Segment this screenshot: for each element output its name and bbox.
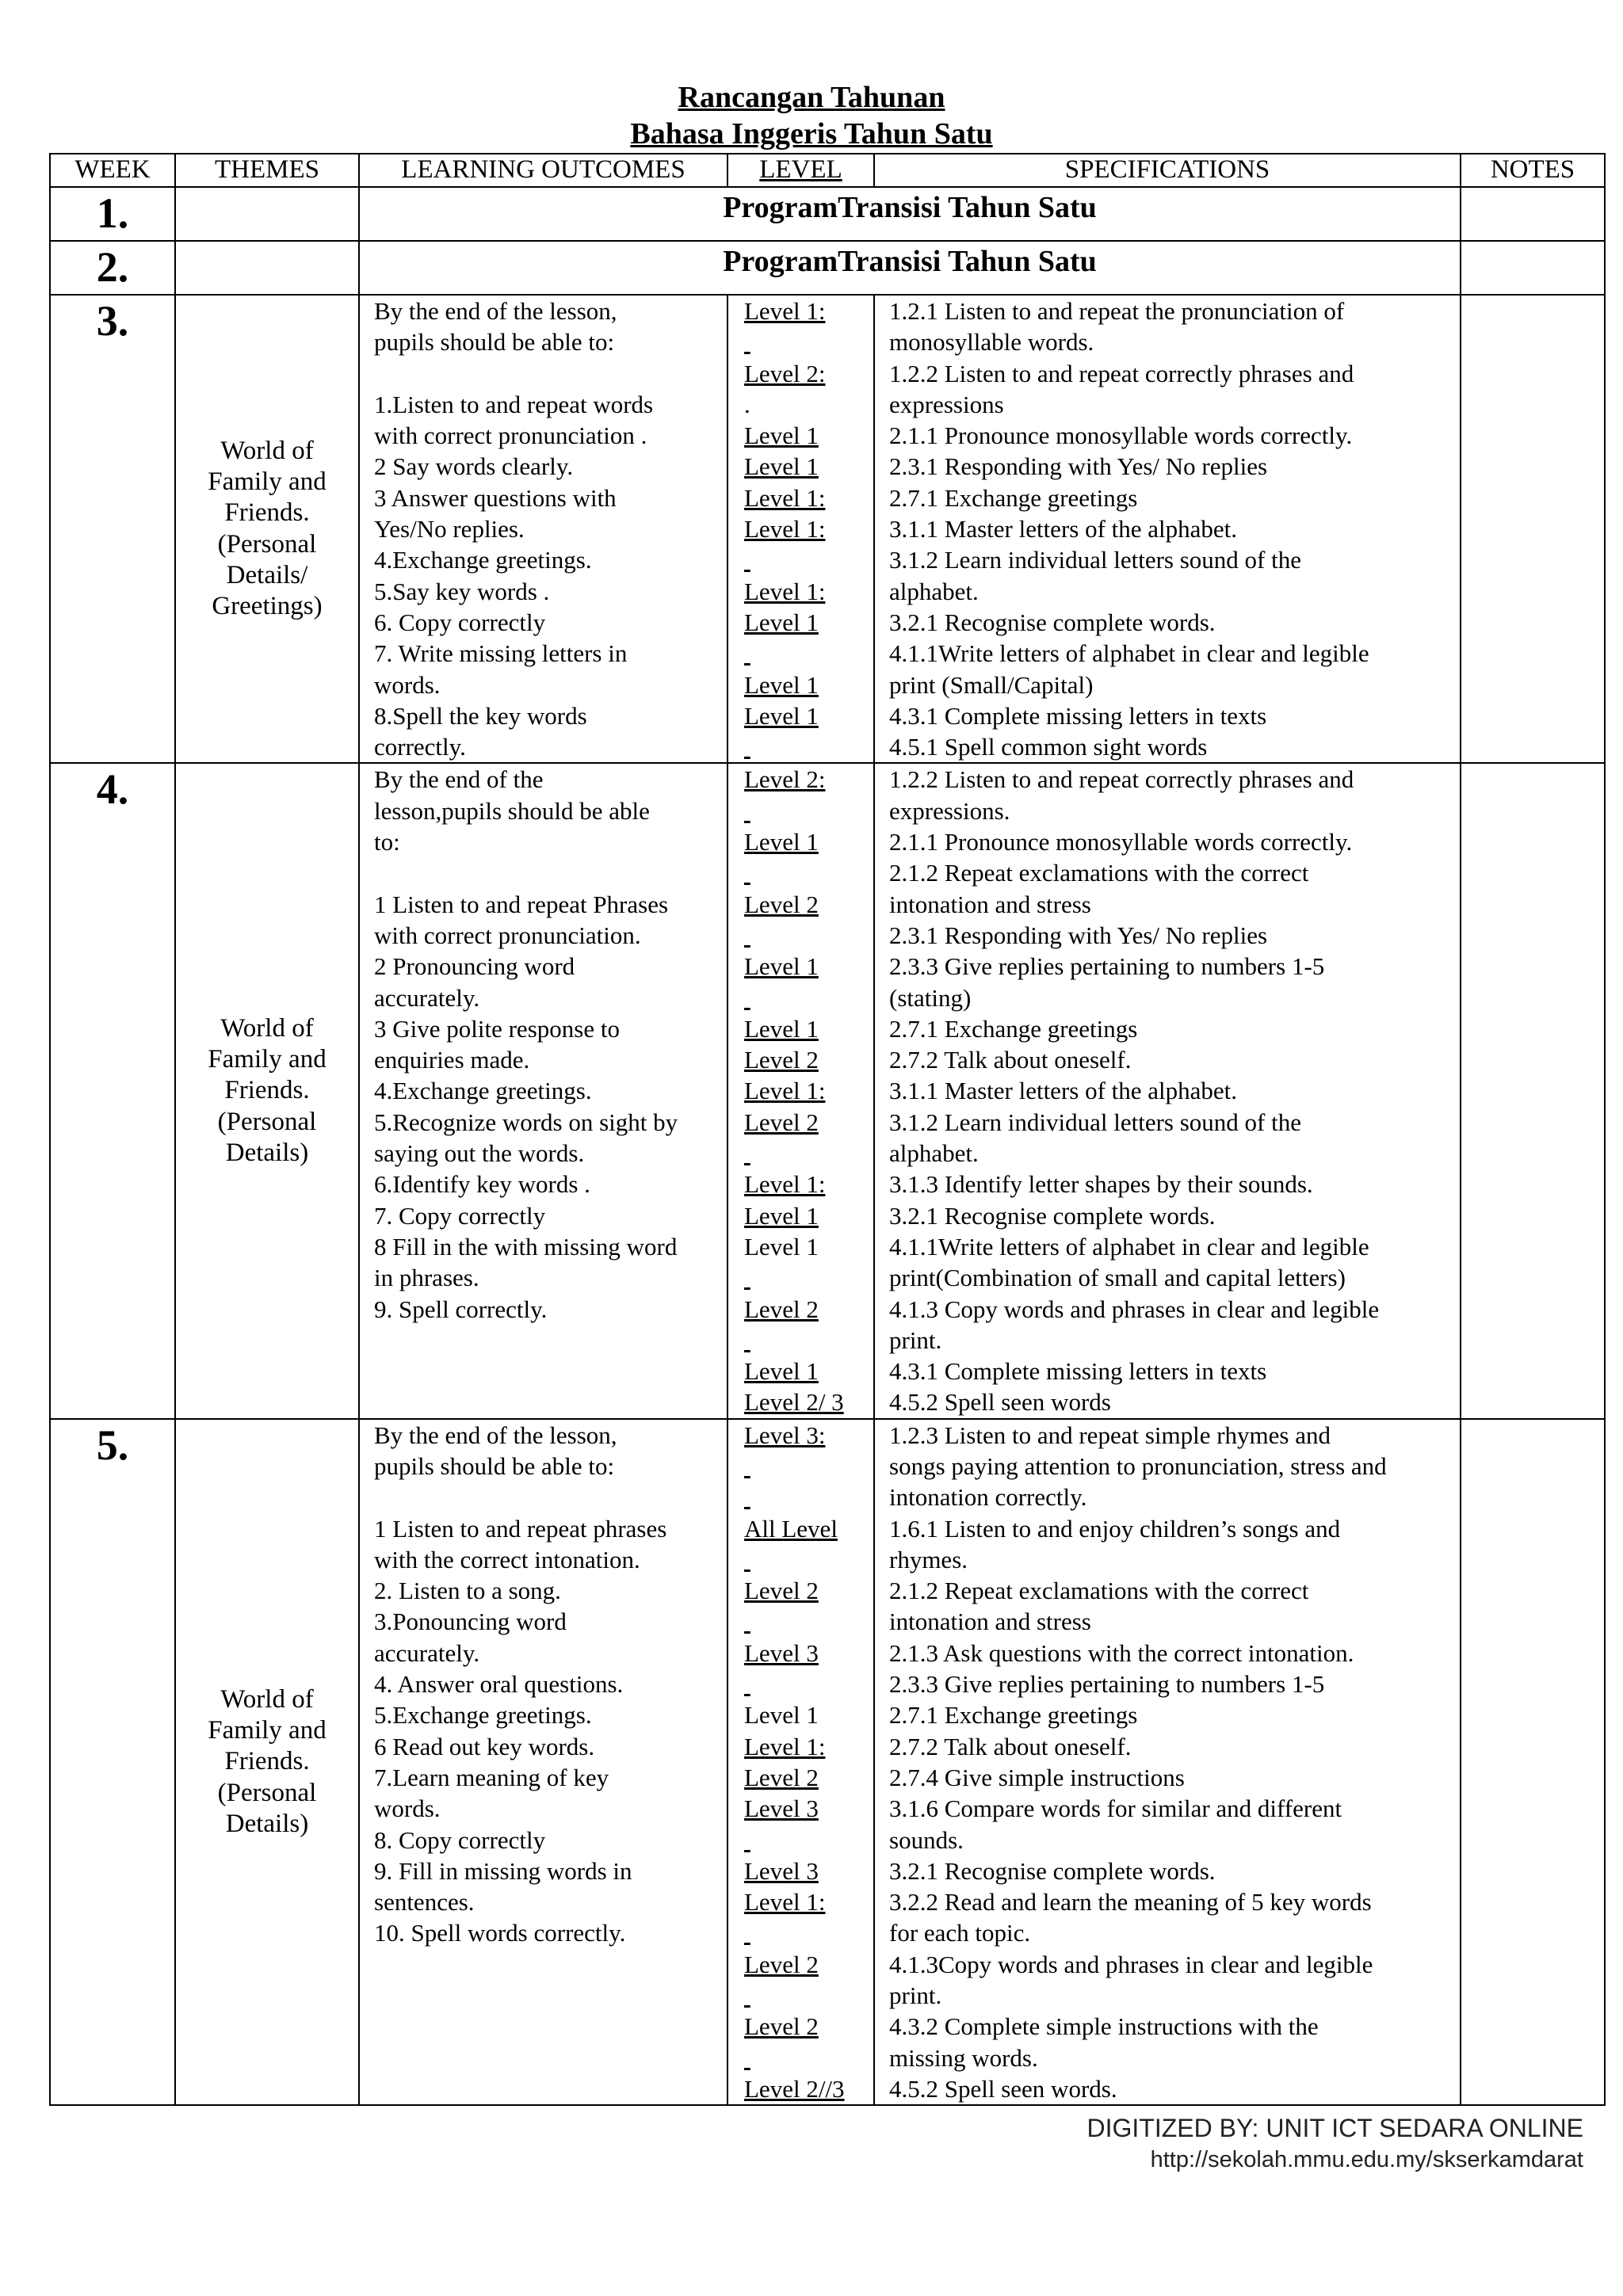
level-line: [744, 1606, 864, 1637]
level-line: Level 3:: [744, 1421, 826, 1449]
text-line: 6.Identify key words .: [374, 1170, 590, 1199]
text-line: 3.1.2 Learn individual letters sound of the: [889, 546, 1301, 574]
level-line: .: [744, 390, 750, 418]
theme-cell: [175, 763, 359, 1418]
level-line: Level 1: [744, 1701, 819, 1730]
text-line: sounds.: [889, 1825, 964, 1854]
text-line: 2 Pronouncing word: [374, 952, 575, 981]
text-line: 3.2.1 Recognise complete words.: [889, 1201, 1216, 1230]
transition-program: ProgramTransisi Tahun Satu: [359, 187, 1461, 241]
text-line: [374, 358, 717, 389]
text-line: 1.2.2 Listen to and repeat correctly phrases and: [889, 765, 1354, 794]
text-line: 4.1.1Write letters of alphabet in clear and legible: [889, 639, 1369, 668]
level-line: [744, 1544, 864, 1575]
text-line: [374, 1482, 717, 1512]
text-line: 3.2.2 Read and learn the meaning of 5 key words: [889, 1888, 1372, 1917]
header-specifications: SPECIFICATIONS: [874, 154, 1461, 187]
text-line: 4.1.3 Copy words and phrases in clear and legible: [889, 1295, 1380, 1323]
level-line: Level 1:: [744, 483, 826, 512]
text-line: sentences.: [374, 1888, 475, 1917]
text-line: words.: [374, 1794, 441, 1823]
text-line: Greetings): [212, 592, 323, 621]
text-line: (Personal: [217, 529, 317, 559]
level-line: Level 1: [744, 1357, 819, 1386]
text-line: print (Small/Capital): [889, 670, 1094, 699]
text-line: Yes/No replies.: [374, 515, 525, 543]
week-number: 4.: [50, 763, 175, 1418]
text-line: 2.7.1 Exchange greetings: [889, 1014, 1138, 1043]
text-line: enquiries made.: [374, 1046, 530, 1074]
level-line: Level 1:: [744, 297, 826, 325]
text-line: (Personal: [217, 1778, 317, 1807]
text-line: missing words.: [889, 2043, 1038, 2072]
week-2-row: [50, 241, 1605, 295]
level-line: Level 1: [744, 952, 819, 981]
text-line: 4.5.2 Spell seen words: [889, 1388, 1111, 1417]
level-cell: [727, 295, 874, 763]
text-line: 3.2.1 Recognise complete words.: [889, 608, 1216, 636]
level-line: Level 2: [744, 1763, 819, 1791]
level-line: [744, 1138, 864, 1169]
level-line: [744, 1262, 864, 1293]
week-5-row: [50, 1419, 1605, 2106]
text-line: 1.6.1 Listen to and enjoy children’s songs and: [889, 1514, 1341, 1543]
text-line: alphabet.: [889, 1139, 979, 1168]
text-line: rhymes.: [889, 1545, 968, 1573]
notes-cell: [1461, 1419, 1605, 2106]
text-line: 3.1.1 Master letters of the alphabet.: [889, 1077, 1238, 1105]
level-line: [744, 1825, 864, 1855]
text-line: 4.3.2 Complete simple instructions with the: [889, 2012, 1319, 2041]
specifications-cell: [874, 295, 1461, 763]
level-line: Level 2:: [744, 765, 826, 794]
text-line: [374, 2042, 717, 2073]
text-line: 2.7.2 Talk about oneself.: [889, 1732, 1132, 1760]
text-line: 8.Spell the key words: [374, 701, 587, 730]
theme-cell: [175, 187, 359, 241]
level-line: [744, 920, 864, 951]
text-line: pupils should be able to:: [374, 328, 615, 357]
text-line: 4.1.3Copy words and phrases in clear and legible: [889, 1950, 1373, 1978]
notes-cell: [1461, 241, 1605, 295]
level-line: Level 2: [744, 2012, 819, 2041]
text-line: 9. Fill in missing words in: [374, 1856, 632, 1885]
text-line: correctly.: [374, 733, 466, 761]
text-line: songs paying attention to pronunciation, stress and: [889, 1451, 1387, 1480]
text-line: 1 Listen to and repeat Phrases: [374, 890, 669, 918]
level-line: Level 1:: [744, 577, 826, 605]
text-line: 2.3.3 Give replies pertaining to numbers 1-5: [889, 952, 1325, 981]
text-line: 10. Spell words correctly.: [374, 1919, 626, 1947]
text-line: 4.1.1Write letters of alphabet in clear and legible: [889, 1232, 1369, 1261]
level-line: Level 1:: [744, 515, 826, 543]
level-line: Level 1: [744, 608, 819, 636]
level-line: [744, 857, 864, 888]
text-line: By the end of the lesson,: [374, 1421, 617, 1449]
text-line: 2.1.2 Repeat exclamations with the correct: [889, 859, 1309, 887]
week-3-row: [50, 295, 1605, 763]
text-line: 7.Learn meaning of key: [374, 1763, 609, 1791]
level-line: Level 2/ 3: [744, 1388, 844, 1417]
level-line: Level 1: [744, 421, 819, 450]
text-line: 5.Say key words .: [374, 577, 550, 605]
level-line: Level 1:: [744, 1888, 826, 1917]
text-line: 4.3.1 Complete missing letters in texts: [889, 701, 1267, 730]
text-line: [374, 2011, 717, 2042]
text-line: 2.3.1 Responding with Yes/ No replies: [889, 452, 1268, 481]
text-line: [374, 1386, 717, 1417]
text-line: with the correct intonation.: [374, 1545, 640, 1573]
level-line: Level 2: [744, 1046, 819, 1074]
text-line: in phrases.: [374, 1264, 479, 1292]
text-line: for each topic.: [889, 1919, 1031, 1947]
level-line: [744, 326, 864, 357]
text-line: 2 Say words clearly.: [374, 452, 574, 481]
text-line: World of: [220, 1013, 314, 1043]
level-line: Level 3: [744, 1856, 819, 1885]
level-line: Level 2: [744, 890, 819, 918]
text-line: 2.1.3 Ask questions with the correct intonation.: [889, 1638, 1354, 1667]
text-line: 4.5.1 Spell common sight words: [889, 733, 1208, 761]
text-line: 5.Exchange greetings.: [374, 1701, 592, 1730]
text-line: By the end of the: [374, 765, 544, 794]
digitized-by-credit: DIGITIZED BY: UNIT ICT SEDARA ONLINE: [1086, 2114, 1583, 2142]
source-url: http://sekolah.mmu.edu.my/skserkamdarat: [1150, 2147, 1583, 2172]
theme-cell: [175, 295, 359, 763]
level-line: Level 1: [744, 1014, 819, 1043]
text-line: Details): [225, 1809, 309, 1838]
level-line: Level 1:: [744, 1732, 826, 1760]
level-line: Level 2: [744, 1295, 819, 1323]
text-line: Friends.: [224, 498, 310, 528]
text-line: intonation and stress: [889, 1608, 1091, 1636]
learning-outcomes-cell: [359, 295, 727, 763]
header-row: [50, 154, 1605, 187]
header-level: LEVEL: [727, 154, 874, 187]
text-line: with correct pronunciation .: [374, 421, 647, 450]
week-number: 3.: [50, 295, 175, 763]
text-line: Family and: [208, 1716, 327, 1745]
text-line: print.: [889, 1981, 942, 2010]
text-line: 3 Answer questions with: [374, 483, 617, 512]
level-line: [744, 1917, 864, 1948]
text-line: 2. Listen to a song.: [374, 1577, 561, 1605]
level-line: Level 2//3: [744, 2074, 845, 2103]
theme-cell: [175, 1419, 359, 2106]
text-line: By the end of the lesson,: [374, 297, 617, 325]
level-line: [744, 1980, 864, 2011]
text-line: 1 Listen to and repeat phrases: [374, 1514, 667, 1543]
level-line: Level 1: [744, 1201, 819, 1230]
text-line: 2.7.4 Give simple instructions: [889, 1763, 1185, 1791]
transition-program: ProgramTransisi Tahun Satu: [359, 241, 1461, 295]
text-line: 7. Copy correctly: [374, 1201, 546, 1230]
level-line: [744, 1325, 864, 1356]
text-line: alphabet.: [889, 577, 979, 605]
text-line: 2.7.1 Exchange greetings: [889, 1701, 1138, 1730]
document-subtitle: Bahasa Inggeris Tahun Satu: [630, 117, 993, 151]
text-line: 4. Answer oral questions.: [374, 1670, 624, 1699]
text-line: 8 Fill in the with missing word: [374, 1232, 678, 1261]
text-line: [374, 857, 717, 888]
learning-outcomes-cell: [359, 1419, 727, 2106]
text-line: words.: [374, 670, 441, 699]
text-line: to:: [374, 828, 400, 856]
text-line: 1.2.2 Listen to and repeat correctly phrases and: [889, 359, 1354, 387]
text-line: intonation and stress: [889, 890, 1091, 918]
text-line: [374, 1325, 717, 1356]
specifications-cell: [874, 763, 1461, 1418]
level-line: [744, 1451, 864, 1482]
text-line: [374, 1356, 717, 1386]
level-line: Level 1: [744, 701, 819, 730]
text-line: 2.1.2 Repeat exclamations with the correct: [889, 1577, 1309, 1605]
text-line: pupils should be able to:: [374, 1451, 615, 1480]
level-line: [744, 1669, 864, 1699]
level-line: [744, 1482, 864, 1512]
text-line: 6. Copy correctly: [374, 608, 546, 636]
header-notes: NOTES: [1461, 154, 1605, 187]
text-line: 3.2.1 Recognise complete words.: [889, 1856, 1216, 1885]
text-line: intonation correctly.: [889, 1483, 1087, 1512]
text-line: accurately.: [374, 1638, 480, 1667]
level-line: Level 2: [744, 1577, 819, 1605]
text-line: 3.1.1 Master letters of the alphabet.: [889, 515, 1238, 543]
header-week: WEEK: [50, 154, 175, 187]
level-line: Level 2: [744, 1950, 819, 1978]
week-number: 1.: [50, 187, 175, 241]
text-line: [374, 1980, 717, 2011]
text-line: Friends.: [224, 1747, 310, 1776]
text-line: lesson,pupils should be able: [374, 796, 650, 825]
text-line: 6 Read out key words.: [374, 1732, 595, 1760]
text-line: Family and: [208, 1045, 327, 1074]
text-line: 3.1.2 Learn individual letters sound of the: [889, 1108, 1301, 1136]
text-line: World of: [220, 1684, 314, 1714]
text-line: 5.Recognize words on sight by: [374, 1108, 678, 1136]
level-line: Level 2: [744, 1108, 819, 1136]
level-line: Level 1: [744, 670, 819, 699]
text-line: saying out the words.: [374, 1139, 585, 1168]
text-line: 1.Listen to and repeat words: [374, 390, 654, 418]
level-line: Level 1: [744, 452, 819, 481]
text-line: expressions: [889, 390, 1004, 418]
text-line: 7. Write missing letters in: [374, 639, 628, 668]
text-line: 4.5.2 Spell seen words.: [889, 2074, 1117, 2103]
specifications-cell: [874, 1419, 1461, 2106]
text-line: 9. Spell correctly.: [374, 1295, 548, 1323]
text-line: accurately.: [374, 983, 480, 1012]
text-line: 4.Exchange greetings.: [374, 546, 592, 574]
text-line: 2.3.3 Give replies pertaining to numbers 1-5: [889, 1670, 1325, 1699]
text-line: 3.Ponouncing word: [374, 1608, 567, 1636]
text-line: with correct pronunciation.: [374, 921, 641, 949]
header-themes: THEMES: [175, 154, 359, 187]
level-cell: [727, 1419, 874, 2106]
week-1-row: [50, 187, 1605, 241]
level-line: [744, 982, 864, 1013]
learning-outcomes-cell: [359, 763, 727, 1418]
text-line: 4.3.1 Complete missing letters in texts: [889, 1357, 1267, 1386]
level-line: Level 2:: [744, 359, 826, 387]
text-line: 2.1.1 Pronounce monosyllable words correctly.: [889, 828, 1353, 856]
text-line: 4.Exchange greetings.: [374, 1077, 592, 1105]
text-line: Details): [225, 1138, 309, 1168]
level-line: [744, 544, 864, 575]
text-line: Friends.: [224, 1076, 310, 1105]
text-line: 2.1.1 Pronounce monosyllable words correctly.: [889, 421, 1353, 450]
text-line: 2.7.1 Exchange greetings: [889, 483, 1138, 512]
level-line: Level 1: [744, 1232, 819, 1261]
text-line: 2.7.2 Talk about oneself.: [889, 1046, 1132, 1074]
text-line: expressions.: [889, 796, 1010, 825]
level-line: Level 1: [744, 828, 819, 856]
text-line: 2.3.1 Responding with Yes/ No replies: [889, 921, 1268, 949]
text-line: World of: [220, 436, 314, 465]
level-line: [744, 795, 864, 826]
text-line: (Personal: [217, 1107, 317, 1136]
level-line: Level 3: [744, 1794, 819, 1823]
notes-cell: [1461, 763, 1605, 1418]
level-line: [744, 731, 864, 762]
level-line: Level 1:: [744, 1170, 826, 1199]
level-line: All Level: [744, 1514, 838, 1543]
text-line: 3 Give polite response to: [374, 1014, 620, 1043]
notes-cell: [1461, 187, 1605, 241]
text-line: Details/: [226, 561, 308, 590]
text-line: 1.2.3 Listen to and repeat simple rhymes and: [889, 1421, 1331, 1449]
level-line: Level 1:: [744, 1077, 826, 1105]
text-line: 1.2.1 Listen to and repeat the pronunciation of: [889, 297, 1345, 325]
header-learning-outcomes: LEARNING OUTCOMES: [359, 154, 727, 187]
week-number: 5.: [50, 1419, 175, 2106]
text-line: monosyllable words.: [889, 328, 1094, 357]
text-line: Family and: [208, 467, 327, 497]
annual-plan-table: [49, 153, 1606, 2106]
document-title: Rancangan Tahunan: [678, 81, 945, 114]
level-line: [744, 2042, 864, 2073]
text-line: print.: [889, 1325, 942, 1354]
level-cell: [727, 763, 874, 1418]
text-line: print(Combination of small and capital letters): [889, 1264, 1346, 1292]
text-line: (stating): [889, 983, 972, 1012]
week-4-row: [50, 763, 1605, 1418]
text-line: [374, 2073, 717, 2104]
level-line: Level 3: [744, 1638, 819, 1667]
text-line: 8. Copy correctly: [374, 1825, 546, 1854]
week-number: 2.: [50, 241, 175, 295]
notes-cell: [1461, 295, 1605, 763]
theme-cell: [175, 241, 359, 295]
text-line: 3.1.6 Compare words for similar and different: [889, 1794, 1342, 1823]
text-line: 3.1.3 Identify letter shapes by their sounds.: [889, 1170, 1313, 1199]
text-line: [374, 1949, 717, 1980]
level-line: [744, 638, 864, 669]
